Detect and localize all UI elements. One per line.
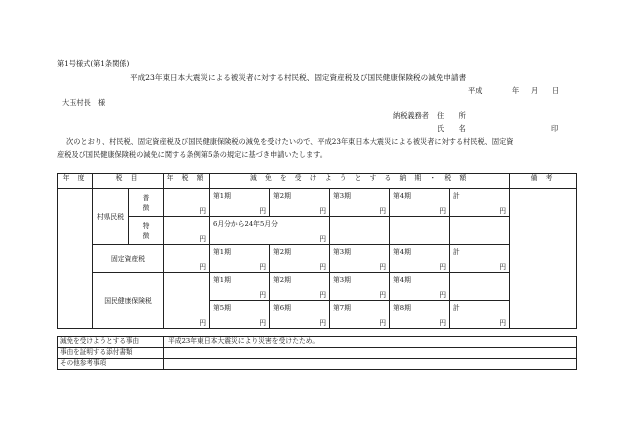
fiscal-year-cell[interactable]	[58, 189, 93, 329]
name-label: 氏 名	[437, 124, 466, 133]
application-table	[57, 173, 577, 329]
fixed-asset-period-2[interactable]: 第2期 円	[270, 245, 330, 273]
nhi-period-1[interactable]: 第1期 円	[210, 273, 270, 301]
date-era: 平成	[468, 86, 483, 95]
nhi-period-4[interactable]: 第4期 円	[390, 273, 450, 301]
attached-docs-value[interactable]	[164, 348, 577, 359]
special-empty-1	[330, 217, 390, 245]
ordinary-collection-label: 普徴	[129, 189, 164, 217]
addressee: 大玉村長 様	[62, 98, 106, 107]
taxpayer-label: 納税義務者	[393, 111, 429, 120]
form-number: 第1号様式(第1条関係)	[57, 59, 130, 68]
ordinary-period-2[interactable]: 第2期 円	[270, 189, 330, 217]
remarks-cell[interactable]	[510, 189, 577, 329]
nhi-total[interactable]: 計 円	[450, 301, 510, 329]
nhi-period-6[interactable]: 第6期 円	[270, 301, 330, 329]
fixed-asset-annual-amount[interactable]: 円	[164, 245, 210, 273]
nhi-empty-cell	[450, 273, 510, 301]
reason-label: 減免を受けようとする事由	[58, 337, 164, 348]
nhi-period-7[interactable]: 第7期 円	[330, 301, 390, 329]
nhi-annual-amount[interactable]: 円	[164, 273, 210, 329]
fixed-asset-period-4[interactable]: 第4期 円	[390, 245, 450, 273]
document-title: 平成23年東日本大震災による被災者に対する村民税、固定資産税及び国民健康保険税の減免申請書	[130, 73, 467, 82]
fixed-asset-period-1[interactable]: 第1期 円	[210, 245, 270, 273]
special-empty-3	[450, 217, 510, 245]
special-empty-2	[390, 217, 450, 245]
ordinary-total[interactable]: 計 円	[450, 189, 510, 217]
fixed-asset-total[interactable]: 計 円	[450, 245, 510, 273]
ordinary-period-4[interactable]: 第4期 円	[390, 189, 450, 217]
other-notes-label: その他参考事項	[58, 359, 164, 370]
date-year-label: 年	[512, 86, 520, 95]
date-day-label: 日	[552, 86, 560, 95]
nhi-tax-label: 国民健康保険税	[93, 273, 164, 329]
other-notes-value[interactable]	[164, 359, 577, 370]
reason-value[interactable]: 平成23年東日本大震災により災害を受けたため。	[164, 337, 577, 348]
fixed-asset-period-3[interactable]: 第3期 円	[330, 245, 390, 273]
footer-table	[57, 336, 577, 370]
date-month-label: 月	[531, 86, 539, 95]
nhi-period-2[interactable]: 第2期 円	[270, 273, 330, 301]
ordinary-annual-amount[interactable]: 円	[164, 189, 210, 217]
special-period-amount[interactable]: 6月分から24年5月分 円	[210, 217, 330, 245]
header-tax-item: 税 目	[93, 174, 164, 189]
nhi-period-3[interactable]: 第3期 円	[330, 273, 390, 301]
body-text-line1: 次のとおり、村民税、固定資産税及び国民健康保険税の減免を受けたいので、平成23年東日本大震災による被災者に対する村民税、固定資	[66, 137, 514, 146]
header-remarks: 備 考	[510, 174, 577, 189]
ordinary-period-1[interactable]: 第1期 円	[210, 189, 270, 217]
seal-label: 印	[551, 124, 559, 133]
attached-docs-label: 事由を証明する添付書類	[58, 348, 164, 359]
nhi-period-8[interactable]: 第8期 円	[390, 301, 450, 329]
header-annual-tax: 年 税 額	[164, 174, 210, 189]
body-text-line2: 産税及び国民健康保険税の減免に関する条例第5条の規定に基づき申請いたします。	[57, 150, 327, 159]
special-collection-label: 特徴	[129, 217, 164, 245]
header-reduction: 減 免 を 受 け よ う と す る 納 期 ・ 税 額	[210, 174, 510, 189]
fixed-asset-tax-label: 固定資産税	[93, 245, 164, 273]
nhi-period-5[interactable]: 第5期 円	[210, 301, 270, 329]
ordinary-period-3[interactable]: 第3期 円	[330, 189, 390, 217]
special-annual-amount[interactable]: 円	[164, 217, 210, 245]
address-label: 住 所	[437, 111, 466, 120]
header-year: 年 度	[58, 174, 93, 189]
villagers-tax-label: 村県民税	[93, 189, 129, 245]
